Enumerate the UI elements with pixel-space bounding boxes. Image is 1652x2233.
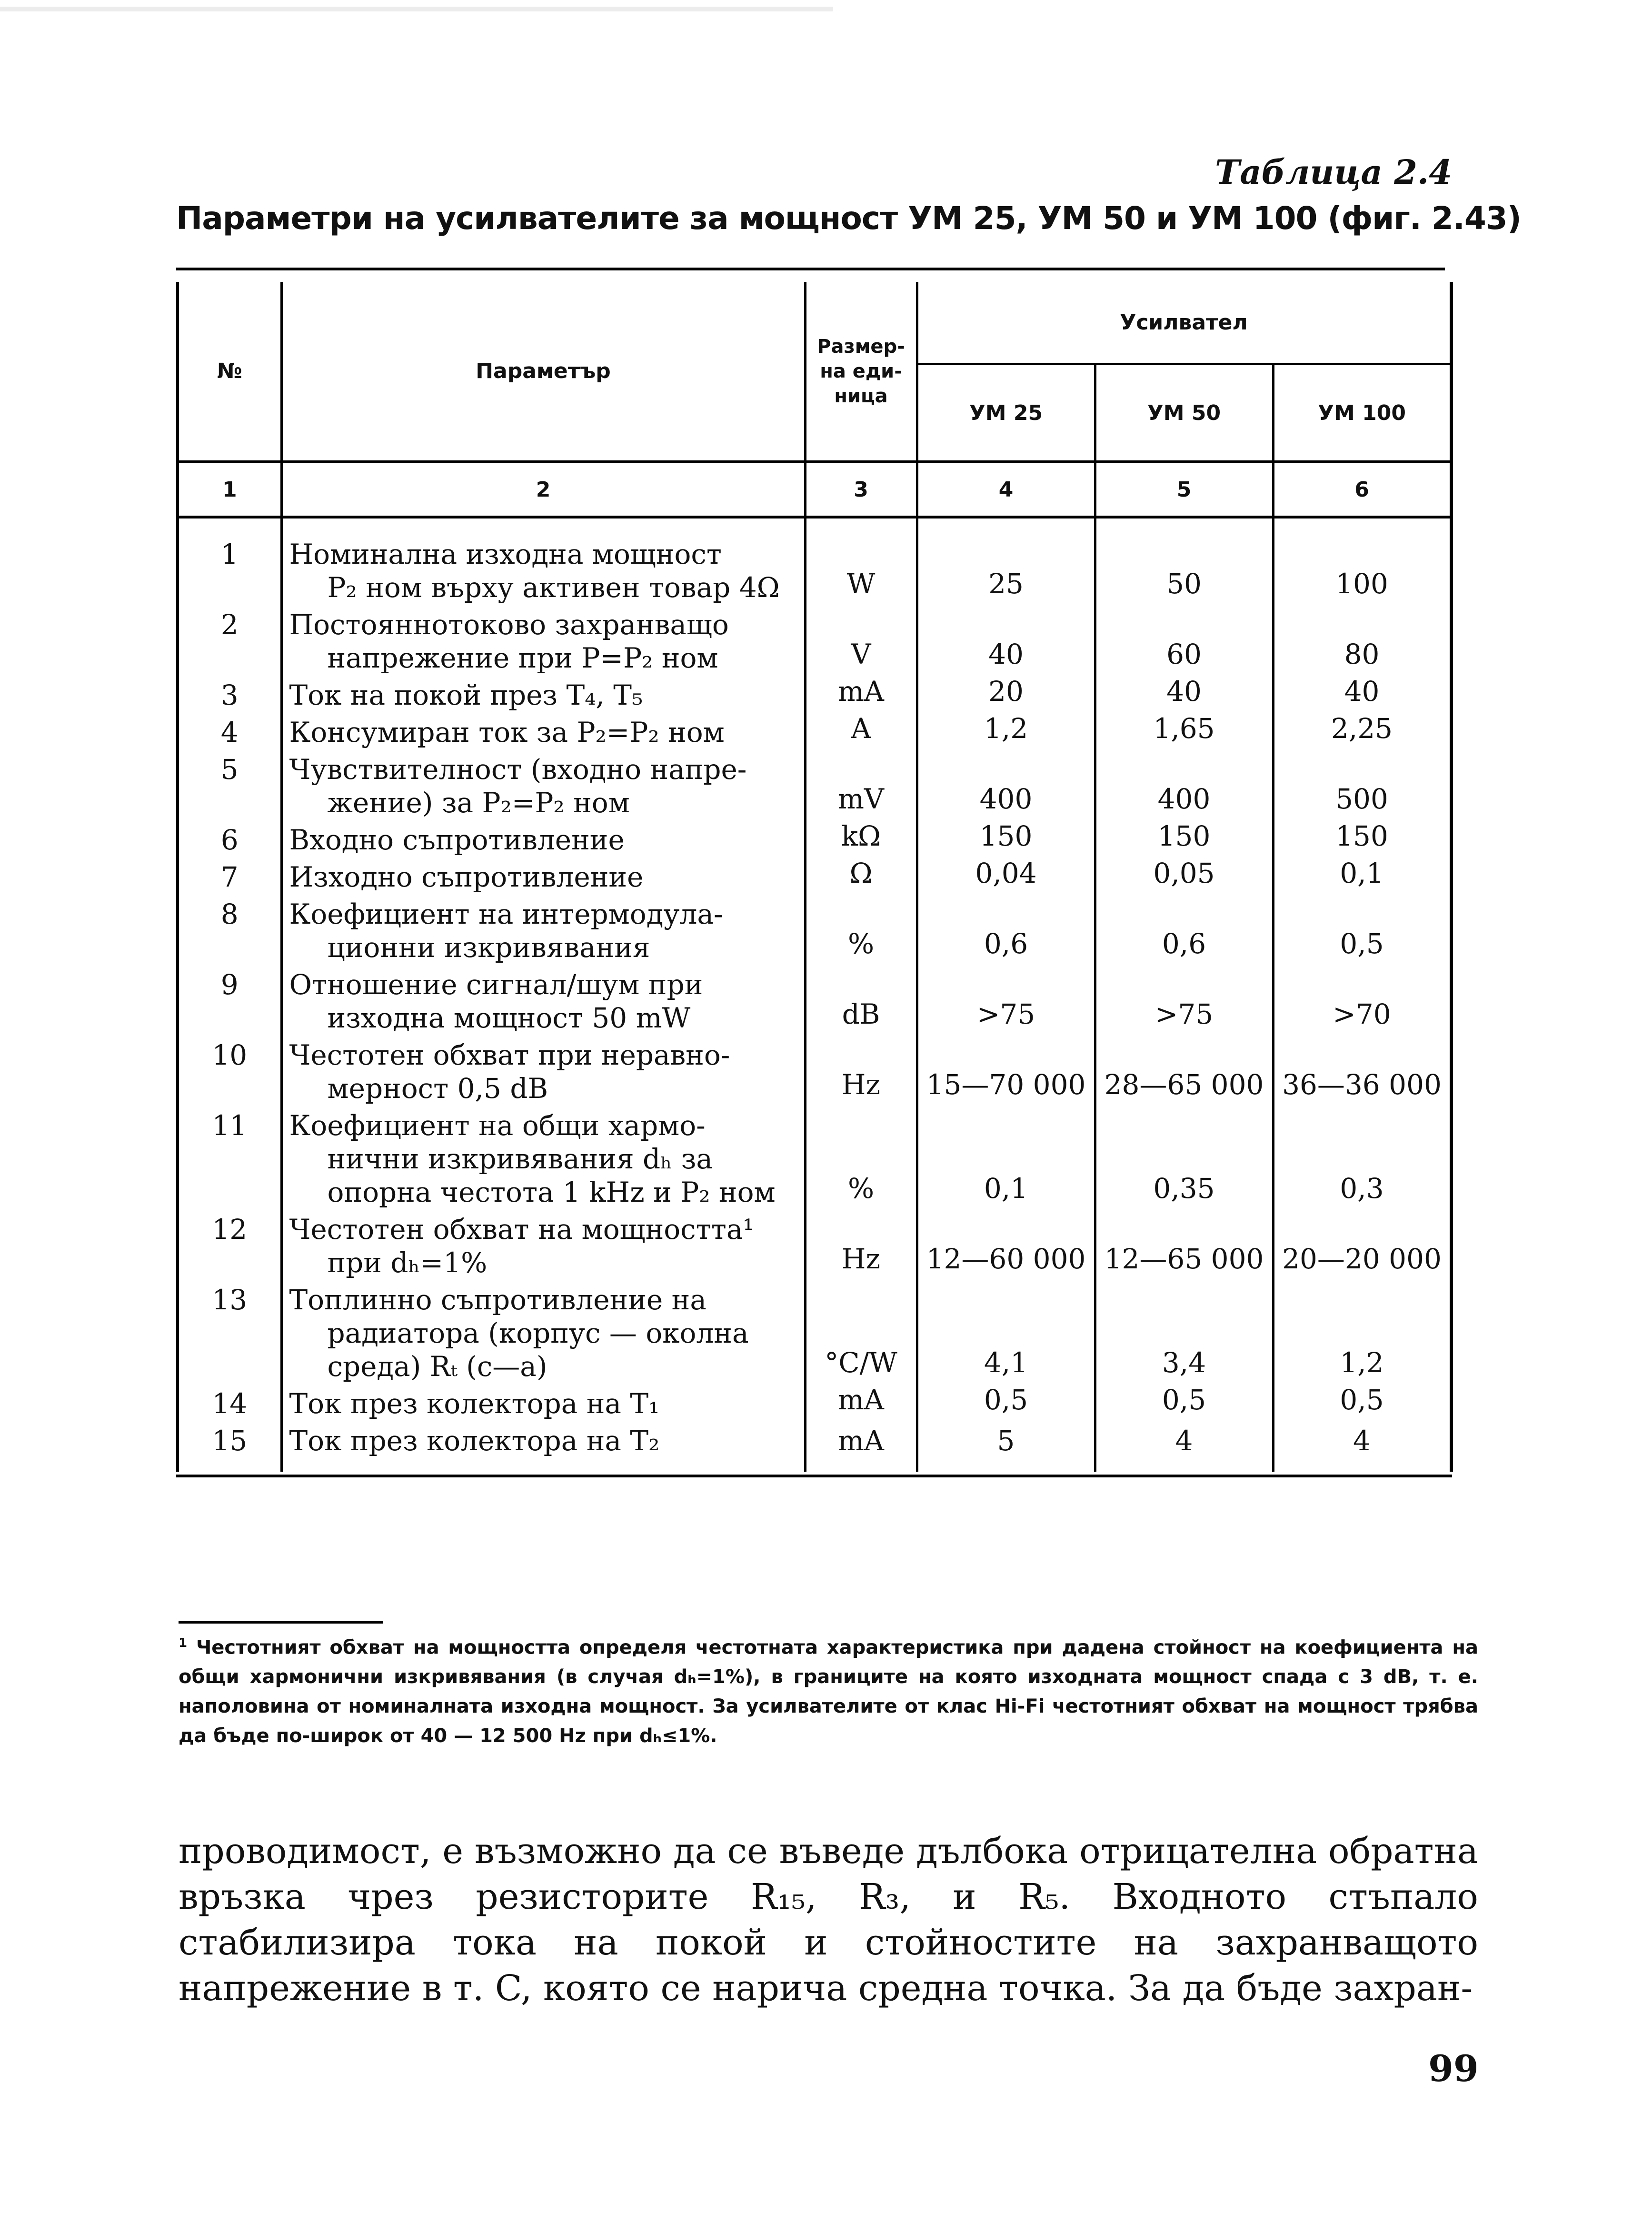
parameter-cell xyxy=(281,604,805,675)
parameter-line-1: Постояннотоково захранващо xyxy=(289,608,729,641)
unit-cell: Hz xyxy=(805,1035,917,1105)
value-um100: 4 xyxy=(1273,1420,1451,1472)
value-um50: 28—65 000 xyxy=(1095,1035,1273,1105)
parameter-cell xyxy=(281,857,805,894)
header-um25: УМ 25 xyxy=(917,364,1095,462)
parameter-line-1: Ток на покой през T₄, T₅ xyxy=(289,679,643,711)
unit-cell: dB xyxy=(805,964,917,1035)
value-um100: 100 xyxy=(1273,517,1451,604)
value-um100: 2,25 xyxy=(1273,712,1451,749)
parameter-cell xyxy=(281,964,805,1035)
column-index-4: 4 xyxy=(917,462,1095,517)
parameter-line-1: Входно съпротивление xyxy=(289,824,625,856)
unit-cell: V xyxy=(805,604,917,675)
value-um25: 150 xyxy=(917,819,1095,857)
unit-cell: kΩ xyxy=(805,819,917,857)
value-um25: 0,1 xyxy=(917,1105,1095,1209)
value-um100: 0,3 xyxy=(1273,1105,1451,1209)
row-number: 15 xyxy=(178,1420,281,1472)
value-um25: 5 xyxy=(917,1420,1095,1472)
table-row xyxy=(178,819,1451,857)
parameter-line-2: при dₕ=1% xyxy=(327,1246,488,1279)
value-um25: 20 xyxy=(917,675,1095,712)
value-um100: 80 xyxy=(1273,604,1451,675)
value-um50: 3,4 xyxy=(1095,1279,1273,1383)
value-um100: 0,5 xyxy=(1273,894,1451,964)
header-um100: УМ 100 xyxy=(1273,364,1451,462)
unit-cell: mA xyxy=(805,675,917,712)
row-number: 8 xyxy=(178,894,281,964)
value-um50: 60 xyxy=(1095,604,1273,675)
parameter-cell xyxy=(281,1420,805,1472)
value-um25: 25 xyxy=(917,517,1095,604)
table-label: Таблица 2.4 xyxy=(1215,152,1452,192)
value-um50: 0,6 xyxy=(1095,894,1273,964)
row-number: 10 xyxy=(178,1035,281,1105)
table-row xyxy=(178,964,1451,1035)
row-number: 4 xyxy=(178,712,281,749)
table-top-rule xyxy=(176,268,1445,270)
row-number: 6 xyxy=(178,819,281,857)
row-number: 9 xyxy=(178,964,281,1035)
value-um100: 20—20 000 xyxy=(1273,1209,1451,1279)
parameter-line-1: Чувствителност (входно напре- xyxy=(289,753,747,786)
value-um50: 1,65 xyxy=(1095,712,1273,749)
scan-artifact-line xyxy=(0,7,833,11)
value-um100: 500 xyxy=(1273,749,1451,819)
row-number: 11 xyxy=(178,1105,281,1209)
column-index-5: 5 xyxy=(1095,462,1273,517)
column-index-1: 1 xyxy=(178,462,281,517)
page-number: 99 xyxy=(1428,2047,1479,2090)
row-number: 14 xyxy=(178,1383,281,1420)
value-um50: 0,05 xyxy=(1095,857,1273,894)
parameter-line-1: Честотен обхват на мощността¹ xyxy=(289,1213,754,1246)
value-um50: 0,35 xyxy=(1095,1105,1273,1209)
parameter-cell xyxy=(281,894,805,964)
parameter-line-1: Ток през колектора на T₂ xyxy=(289,1425,660,1457)
table-row xyxy=(178,857,1451,894)
header-amplifier-group: Усилвател xyxy=(917,282,1451,364)
table-row xyxy=(178,1035,1451,1105)
row-number: 3 xyxy=(178,675,281,712)
value-um100: 40 xyxy=(1273,675,1451,712)
column-index-6: 6 xyxy=(1273,462,1451,517)
parameter-line-2: жение) за P₂=P₂ ном xyxy=(327,787,630,819)
value-um100: 0,1 xyxy=(1273,857,1451,894)
unit-cell: % xyxy=(805,894,917,964)
parameter-cell xyxy=(281,1279,805,1383)
header-unit: Размер-на еди-ница xyxy=(805,282,917,462)
value-um50: 150 xyxy=(1095,819,1273,857)
parameter-line-2: мерност 0,5 dB xyxy=(327,1072,548,1105)
parameter-line-2: P₂ ном върху активен товар 4Ω xyxy=(327,571,780,604)
parameter-line-1: Номинална изходна мощност xyxy=(289,538,722,570)
row-number: 12 xyxy=(178,1209,281,1279)
unit-cell: % xyxy=(805,1105,917,1209)
value-um100: 36—36 000 xyxy=(1273,1035,1451,1105)
header-number: № xyxy=(178,282,281,462)
row-number: 13 xyxy=(178,1279,281,1383)
parameter-line-1: Коефициент на общи хармо- xyxy=(289,1109,706,1142)
parameter-cell xyxy=(281,712,805,749)
value-um25: 12—60 000 xyxy=(917,1209,1095,1279)
parameter-cell xyxy=(281,675,805,712)
footnote xyxy=(179,1628,1478,1751)
row-number: 1 xyxy=(178,517,281,604)
table-row xyxy=(178,1279,1451,1383)
unit-cell: mV xyxy=(805,749,917,819)
unit-cell: mA xyxy=(805,1420,917,1472)
value-um25: 0,6 xyxy=(917,894,1095,964)
parameter-cell xyxy=(281,1035,805,1105)
parameters-table xyxy=(176,282,1453,1472)
parameter-cell xyxy=(281,1383,805,1420)
footnote-marker: 1 xyxy=(179,1636,188,1650)
value-um50: 400 xyxy=(1095,749,1273,819)
value-um25: 0,04 xyxy=(917,857,1095,894)
value-um50: 40 xyxy=(1095,675,1273,712)
row-number: 2 xyxy=(178,604,281,675)
value-um100: 0,5 xyxy=(1273,1383,1451,1420)
value-um50: 0,5 xyxy=(1095,1383,1273,1420)
parameter-cell xyxy=(281,749,805,819)
unit-cell: Ω xyxy=(805,857,917,894)
value-um25: 400 xyxy=(917,749,1095,819)
parameter-cell xyxy=(281,819,805,857)
parameter-cell xyxy=(281,1209,805,1279)
footnote-rule xyxy=(179,1621,383,1624)
header-um50: УМ 50 xyxy=(1095,364,1273,462)
value-um100: 150 xyxy=(1273,819,1451,857)
value-um25: 40 xyxy=(917,604,1095,675)
parameter-cell xyxy=(281,517,805,604)
table-row xyxy=(178,1420,1451,1472)
table-row xyxy=(178,1209,1451,1279)
parameter-line-2: изходна мощност 50 mW xyxy=(327,1002,691,1034)
value-um25: 1,2 xyxy=(917,712,1095,749)
parameter-line-1: Консумиран ток за P₂=P₂ ном xyxy=(289,716,725,748)
column-index-3: 3 xyxy=(805,462,917,517)
table-row xyxy=(178,894,1451,964)
parameter-line-1: Коефициент на интермодула- xyxy=(289,898,723,930)
parameter-line-1: Отношение сигнал/шум при xyxy=(289,968,703,1001)
parameter-line-2: радиатора (корпус — околна xyxy=(327,1317,749,1349)
table-row xyxy=(178,604,1451,675)
table-row xyxy=(178,675,1451,712)
value-um50: 4 xyxy=(1095,1420,1273,1472)
value-um25: 4,1 xyxy=(917,1279,1095,1383)
parameter-line-3: опорна честота 1 kHz и P₂ ном xyxy=(327,1176,776,1208)
parameter-line-2: напрежение при P=P₂ ном xyxy=(327,642,718,674)
parameter-line-2: ционни изкривявания xyxy=(327,931,650,964)
footnote-text: Честотният обхват на мощността определя честотната характеристика при дадена стойност на коефициента на общи хармонични изкривявания (в случая dₕ=1%), в границите на която изходната мощност спада с 3 dB, т. е. наполовина от номиналната изходна мощност. За усилвателите от клас Hi-Fi честотният обхват на мощност трябва да бъде по-широк от 40 — 12 500 Hz при dₕ≤1%. xyxy=(179,1636,1479,1747)
value-um25: >75 xyxy=(917,964,1095,1035)
value-um25: 15—70 000 xyxy=(917,1035,1095,1105)
unit-cell: W xyxy=(805,517,917,604)
table-caption: Параметри на усилвателите за мощност УМ 25, УМ 50 и УМ 100 (фиг. 2.43) xyxy=(176,200,1521,237)
parameter-line-1: Честотен обхват при неравно- xyxy=(289,1039,730,1071)
table-row xyxy=(178,1105,1451,1209)
value-um50: 50 xyxy=(1095,517,1273,604)
body-paragraph: проводимост, е възможно да се въведе дълбока отрицателна обратна връзка чрез резисторите R₁₅, R₃, и R₅. Входното стъпало стабилизира тока на покой и стойностите на захранващото напрежение в т. C, която се нарича средна точка. За да бъде захран- xyxy=(179,1831,1478,2009)
table-body xyxy=(178,517,1451,1472)
unit-cell: °C/W xyxy=(805,1279,917,1383)
parameter-line-1: Изходно съпротивление xyxy=(289,861,644,893)
value-um50: >75 xyxy=(1095,964,1273,1035)
unit-cell: Hz xyxy=(805,1209,917,1279)
parameter-line-2: нични изкривявания dₕ за xyxy=(327,1143,713,1175)
value-um100: 1,2 xyxy=(1273,1279,1451,1383)
value-um100: >70 xyxy=(1273,964,1451,1035)
unit-cell: mA xyxy=(805,1383,917,1420)
table-row xyxy=(178,1383,1451,1420)
parameter-line-3: среда) Rₜ (c—a) xyxy=(327,1350,547,1383)
column-index-2: 2 xyxy=(281,462,805,517)
unit-cell: A xyxy=(805,712,917,749)
row-number: 7 xyxy=(178,857,281,894)
row-number: 5 xyxy=(178,749,281,819)
table-row xyxy=(178,517,1451,604)
parameter-line-1: Ток през колектора на T₁ xyxy=(289,1387,660,1420)
value-um50: 12—65 000 xyxy=(1095,1209,1273,1279)
parameter-cell xyxy=(281,1105,805,1209)
parameter-line-1: Топлинно съпротивление на xyxy=(289,1284,707,1316)
value-um25: 0,5 xyxy=(917,1383,1095,1420)
table-bottom-rule xyxy=(176,1475,1452,1477)
table-row xyxy=(178,749,1451,819)
table-row xyxy=(178,712,1451,749)
header-parameter: Параметър xyxy=(281,282,805,462)
